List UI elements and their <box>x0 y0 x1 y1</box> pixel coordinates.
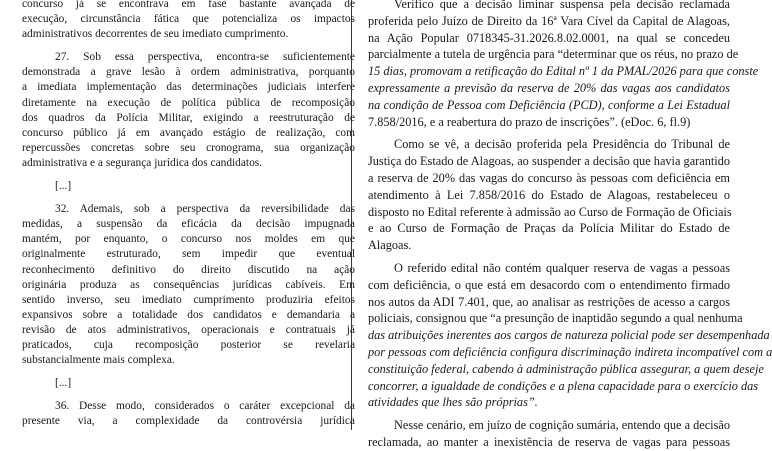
left-column <box>0 0 355 429</box>
text-line: 7.858/2016, e a reabertura do prazo de inscrições”. (eDoc. 6, fl.9) <box>368 114 691 129</box>
text-line <box>368 80 730 97</box>
text-line: Nesse cenário, em juízo de cognição sumária, entendo que a decisão <box>394 418 730 433</box>
text-line: a reserva de 20% das vagas do concurso às pessoas com deficiência em <box>368 170 730 185</box>
text-line <box>368 394 730 411</box>
ellipsis-marker: [...] <box>55 377 72 390</box>
quoted-text: concorrer, a igualdade de condições e a plena capacidade para o exercício das <box>368 378 759 393</box>
text-line: Como se vê, a decisão proferida pela Presidência do Tribunal de <box>394 137 730 152</box>
text-line: 36. Desse modo, considerados o caráter excepcional da <box>55 400 355 413</box>
text-line: repercussões concretas sobre seu cronograma, sua organização <box>22 141 355 154</box>
text-line: atendimento à Lei 7.858/2016 do Estado de Alagoas, restabeleceu o <box>368 187 730 202</box>
text-line <box>368 97 730 114</box>
text-line: proferida pelo Juízo de Direito da 16ª Vara Cível da Capital de Alagoas, <box>368 13 730 28</box>
quoted-text: na condição de Pessoa com Deficiência (PCD), conforme a Lei Estadual <box>368 97 730 112</box>
text-line: concurso já se encontrava em fase bastante avançada de <box>22 0 355 10</box>
text-line <box>368 327 770 344</box>
quoted-text: das atribuições inerentes aos cargos de natureza policial pode ser desempenhada <box>368 328 770 343</box>
text-line: originária produza as consequências jurídicas cabíveis. Em <box>22 278 355 291</box>
quoted-text: expressamente a previsão da reserva de 20% das vagas aos candidatos <box>368 80 730 95</box>
text-line: revisão de atos administrativos, operacionais e contratuais já <box>22 323 355 336</box>
text-line: disposto no Edital referente à admissão ao Curso de Formação de Oficiais <box>368 204 732 219</box>
text-line: 27. Sob essa perspectiva, encontra-se suficientemente <box>55 51 355 64</box>
text-line: originalmente estruturado, sem impedir que eventual <box>22 248 355 261</box>
text-line: na Ação Popular 0718345-31.2026.8.02.0001, na qual se concedeu <box>368 30 730 45</box>
quoted-text: atividades que lhes são próprias”. <box>368 395 538 410</box>
text-line: concurso público já em avançado estágio de realização, com <box>22 126 355 139</box>
text-line: O referido edital não contém qualquer reserva de vagas a pessoas <box>394 260 730 275</box>
text-line: Alagoas. <box>368 238 412 253</box>
text-line: reclamada, ao manter a inexistência de reserva de vagas para pessoas <box>368 434 730 449</box>
quoted-text: constituição federal, cabendo à administração pública assegurar, a quem deseje <box>368 361 764 376</box>
text-line: Justiça do Estado de Alagoas, ao suspender a decisão que havia garantido <box>368 154 730 169</box>
text-line: medidas, a suspensão da eficácia da decisão impugnada <box>22 218 355 231</box>
text-line: administrativos decorrentes de seu imediato cumprimento. <box>22 28 289 41</box>
text-line: mantém, por enquanto, o concurso nos moldes em que <box>22 233 355 246</box>
text-line: e ao Curso de Formação de Praças da Polícia Militar do Estado de <box>368 221 730 236</box>
quoted-text: 15 dias, promovam a retificação do Edital nº 1 da PMAL/2026 para que conste <box>368 64 759 79</box>
text-line: execução, circunstância fática que potencializa os impactos <box>22 13 355 26</box>
paragraph-32 <box>22 202 355 368</box>
paragraph-presidencia <box>368 136 730 254</box>
quoted-text: por pessoas com deficiência configura discriminação indireta incompatível com a <box>368 344 772 359</box>
paragraph-edital <box>368 260 772 411</box>
text-line: presente via, a complexidade da controvérsia jurídica <box>22 415 355 428</box>
text-line: expansivos sobre a totalidade dos candidatos e demandaria a <box>22 308 355 321</box>
text-line: administrativa e a segurança jurídica dos candidatos. <box>22 156 263 169</box>
text-line <box>368 344 772 361</box>
text-line: nos autos da ADI 7.401, que, ao analisar as restrições de acesso a cargos <box>368 294 730 309</box>
text-line: diretamente na execução de política pública de recomposição <box>22 96 355 109</box>
text-line <box>368 378 759 395</box>
text-line: sentido inverso, seu imediato cumprimento produziria efeitos <box>22 293 355 306</box>
text-line: reconhecimento definitivo do direito discutido na ação <box>22 263 355 276</box>
paragraph-cenario <box>368 417 730 451</box>
text-line: 32. Ademais, sob a perspectiva da reversibilidade das <box>55 203 355 216</box>
paragraph-27 <box>22 50 355 171</box>
text-line <box>368 63 759 80</box>
paragraph-fragment-top <box>22 0 355 42</box>
text-line: policiais, consignou que “a presunção de inaptidão segundo a qual nenhuma <box>368 311 743 326</box>
paragraph-36 <box>22 399 355 429</box>
text-line: Verifico que a decisão liminar suspensa pela decisão reclamada <box>394 0 730 11</box>
text-line: praticados, cuja recomposição posterior se revelaria <box>22 338 355 351</box>
text-line: demonstrada a grave lesão à ordem administrativa, porquanto <box>22 66 355 79</box>
text-line <box>368 361 764 378</box>
paragraph-liminar <box>368 0 759 130</box>
text-line: com deficiência, o que está em desacordo com o entendimento firmado <box>368 277 730 292</box>
ellipsis-marker: [...] <box>55 180 72 193</box>
text-line: substancialmente mais complexa. <box>22 354 175 367</box>
text-line: parcialmente a tutela de urgência para “determinar que os réus, no prazo de <box>368 47 739 62</box>
right-column <box>368 0 772 451</box>
text-line: a imediata implementação das determinações judiciais interfere <box>22 81 355 94</box>
text-line: dos quadros da Polícia Militar, exigindo a reestruturação de <box>22 111 355 124</box>
